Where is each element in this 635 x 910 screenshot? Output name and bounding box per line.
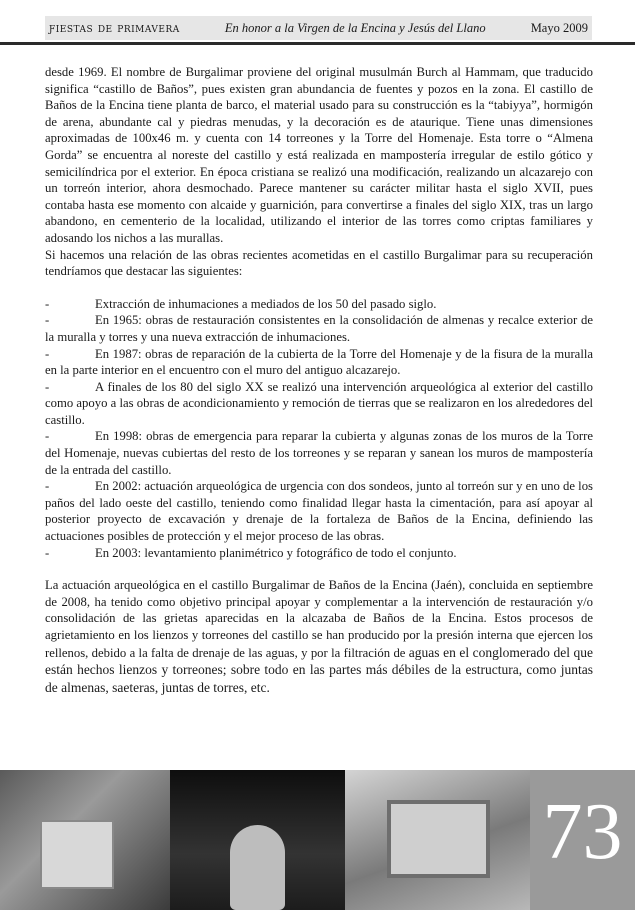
list-marker: - bbox=[45, 379, 50, 394]
list-marker: - bbox=[45, 429, 50, 444]
list-item: - A finales de los 80 del siglo XX se realizó una intervención arqueológica al exterior del castillo como apoyo a las obras de acondicionamiento y remoción de tierras que se realizaron en los alrededores del castillo. bbox=[45, 379, 593, 427]
list-item: - Extracción de inhumaciones a mediados de los 50 del pasado siglo. bbox=[45, 296, 437, 311]
photo-church-facade bbox=[0, 770, 170, 910]
plaque-image bbox=[40, 820, 114, 889]
photo-virgin-statue bbox=[170, 770, 345, 910]
list-item: - En 2002: actuación arqueológica de urgencia con dos sondeos, junto al torreón sur y en uno de los paños del lado oeste del castillo, teniendo como finalidad llegar hasta la cimentación, para así apoyar al posterior proyecto de excavación y drenaje de la fortaleza de Baños de la Encina, definiendo las actuaciones posibles de protección y el mejor proceso de las obras. bbox=[45, 479, 593, 544]
photo-footer bbox=[0, 770, 635, 910]
page-number: 73 bbox=[542, 788, 623, 876]
list-marker: - bbox=[45, 479, 50, 494]
list-marker: - bbox=[45, 545, 50, 560]
header-rule bbox=[0, 42, 635, 45]
paragraph-works-intro: Si hacemos una relación de las obras recientes acometidas en el castillo Burgalimar para su recuperación tendríamos que destacar las siguientes: bbox=[45, 247, 593, 279]
page-number-box bbox=[530, 770, 635, 910]
list-item: - En 2003: levantamiento planimétrico y fotográfico de todo el conjunto. bbox=[45, 545, 457, 560]
photo-niche-window bbox=[345, 770, 530, 910]
list-marker: - bbox=[45, 346, 50, 361]
running-header bbox=[45, 16, 592, 40]
article-body bbox=[45, 64, 593, 696]
list-marker: - bbox=[45, 313, 50, 328]
paragraph-castle-description: desde 1969. El nombre de Burgalimar proviene del original musulmán Burch al Hammam, que traducido significa “castillo de Baños”, pues existen gran abundancia de fuentes y pozos en la zona. El castillo de Baños de la Encina tiene planta de barco, el material usado para su construcción es la “tabiyya”, hormigón de arena, abundante cal y piedras menudas, y la decoración es de ataurique. Tiene unas dimensiones aproximadas de 100x46 m. y cuenta con 14 torreones y la Torre del Homenaje. Esta torre o “Almena Gorda” se encuentra al noreste del castillo y está realizada en mampostería irregular de estilo gótico y semicilíndrica por el exterior. En época cristiana se realizó una modificación, realizando un alcazarejo con un torreón interior, ahora desmochado. Parece mantener su carácter militar hasta el siglo XVII, pues contaba hasta ese momento con alcaide y guarnición, para convertirse a finales del siglo XIX, tras un largo abandono, en cementerio de la localidad, utilizando el interior de las torres como criptas familiares y adosando los nichos a las murallas. bbox=[45, 65, 593, 245]
works-list bbox=[45, 296, 593, 562]
header-date: Mayo 2009 bbox=[530, 20, 588, 35]
statue-image bbox=[230, 825, 285, 910]
photo-strip bbox=[0, 770, 530, 910]
magazine-title: ƒiestas de primavera bbox=[49, 20, 180, 36]
paragraph-conclusion: La actuación arqueológica en el castillo Burgalimar de Baños de la Encina (Jaén), concluida en septiembre de 2008, ha tenido como objetivo principal apoyar y complementar a la intervención de restauración y/o consolidación de las grietas aparecidas en la alcazaba de Baños de la Encina. Estos procesos de agrietamiento en los lienzos y torreones del castillo se han producido por la presión interna que ejercen los rellenos, debido a la falta de drenaje de las aguas, y por la filtración de aguas en el conglomerado del que están hechos lienzos y torreones; sobre todo en las partes más débiles de la estructura, como juntas de almenas, saeteras, juntas de torres, etc. bbox=[45, 578, 593, 695]
list-item: - En 1987: obras de reparación de la cubierta de la Torre del Homenaje y de la fisura de la muralla en la parte interior en el encuentro con el muro del antiguo alcazarejo. bbox=[45, 346, 593, 378]
list-marker: - bbox=[45, 296, 50, 311]
window-image bbox=[387, 800, 490, 878]
header-subtitle: En honor a la Virgen de la Encina y Jesús del Llano bbox=[224, 20, 486, 35]
spacer bbox=[45, 561, 593, 577]
spacer bbox=[45, 280, 593, 296]
list-item: - En 1965: obras de restauración consistentes en la consolidación de almenas y recalce exterior de la muralla y torres y una nueva extracción de inhumaciones. bbox=[45, 313, 593, 344]
list-item: - En 1998: obras de emergencia para reparar la cubierta y algunas zonas de los muros de la Torre del Homenaje, nuevas cubiertas del resto de los torreones y se reparan y sanean los muros de mampostería de la entrada del castillo. bbox=[45, 429, 593, 477]
